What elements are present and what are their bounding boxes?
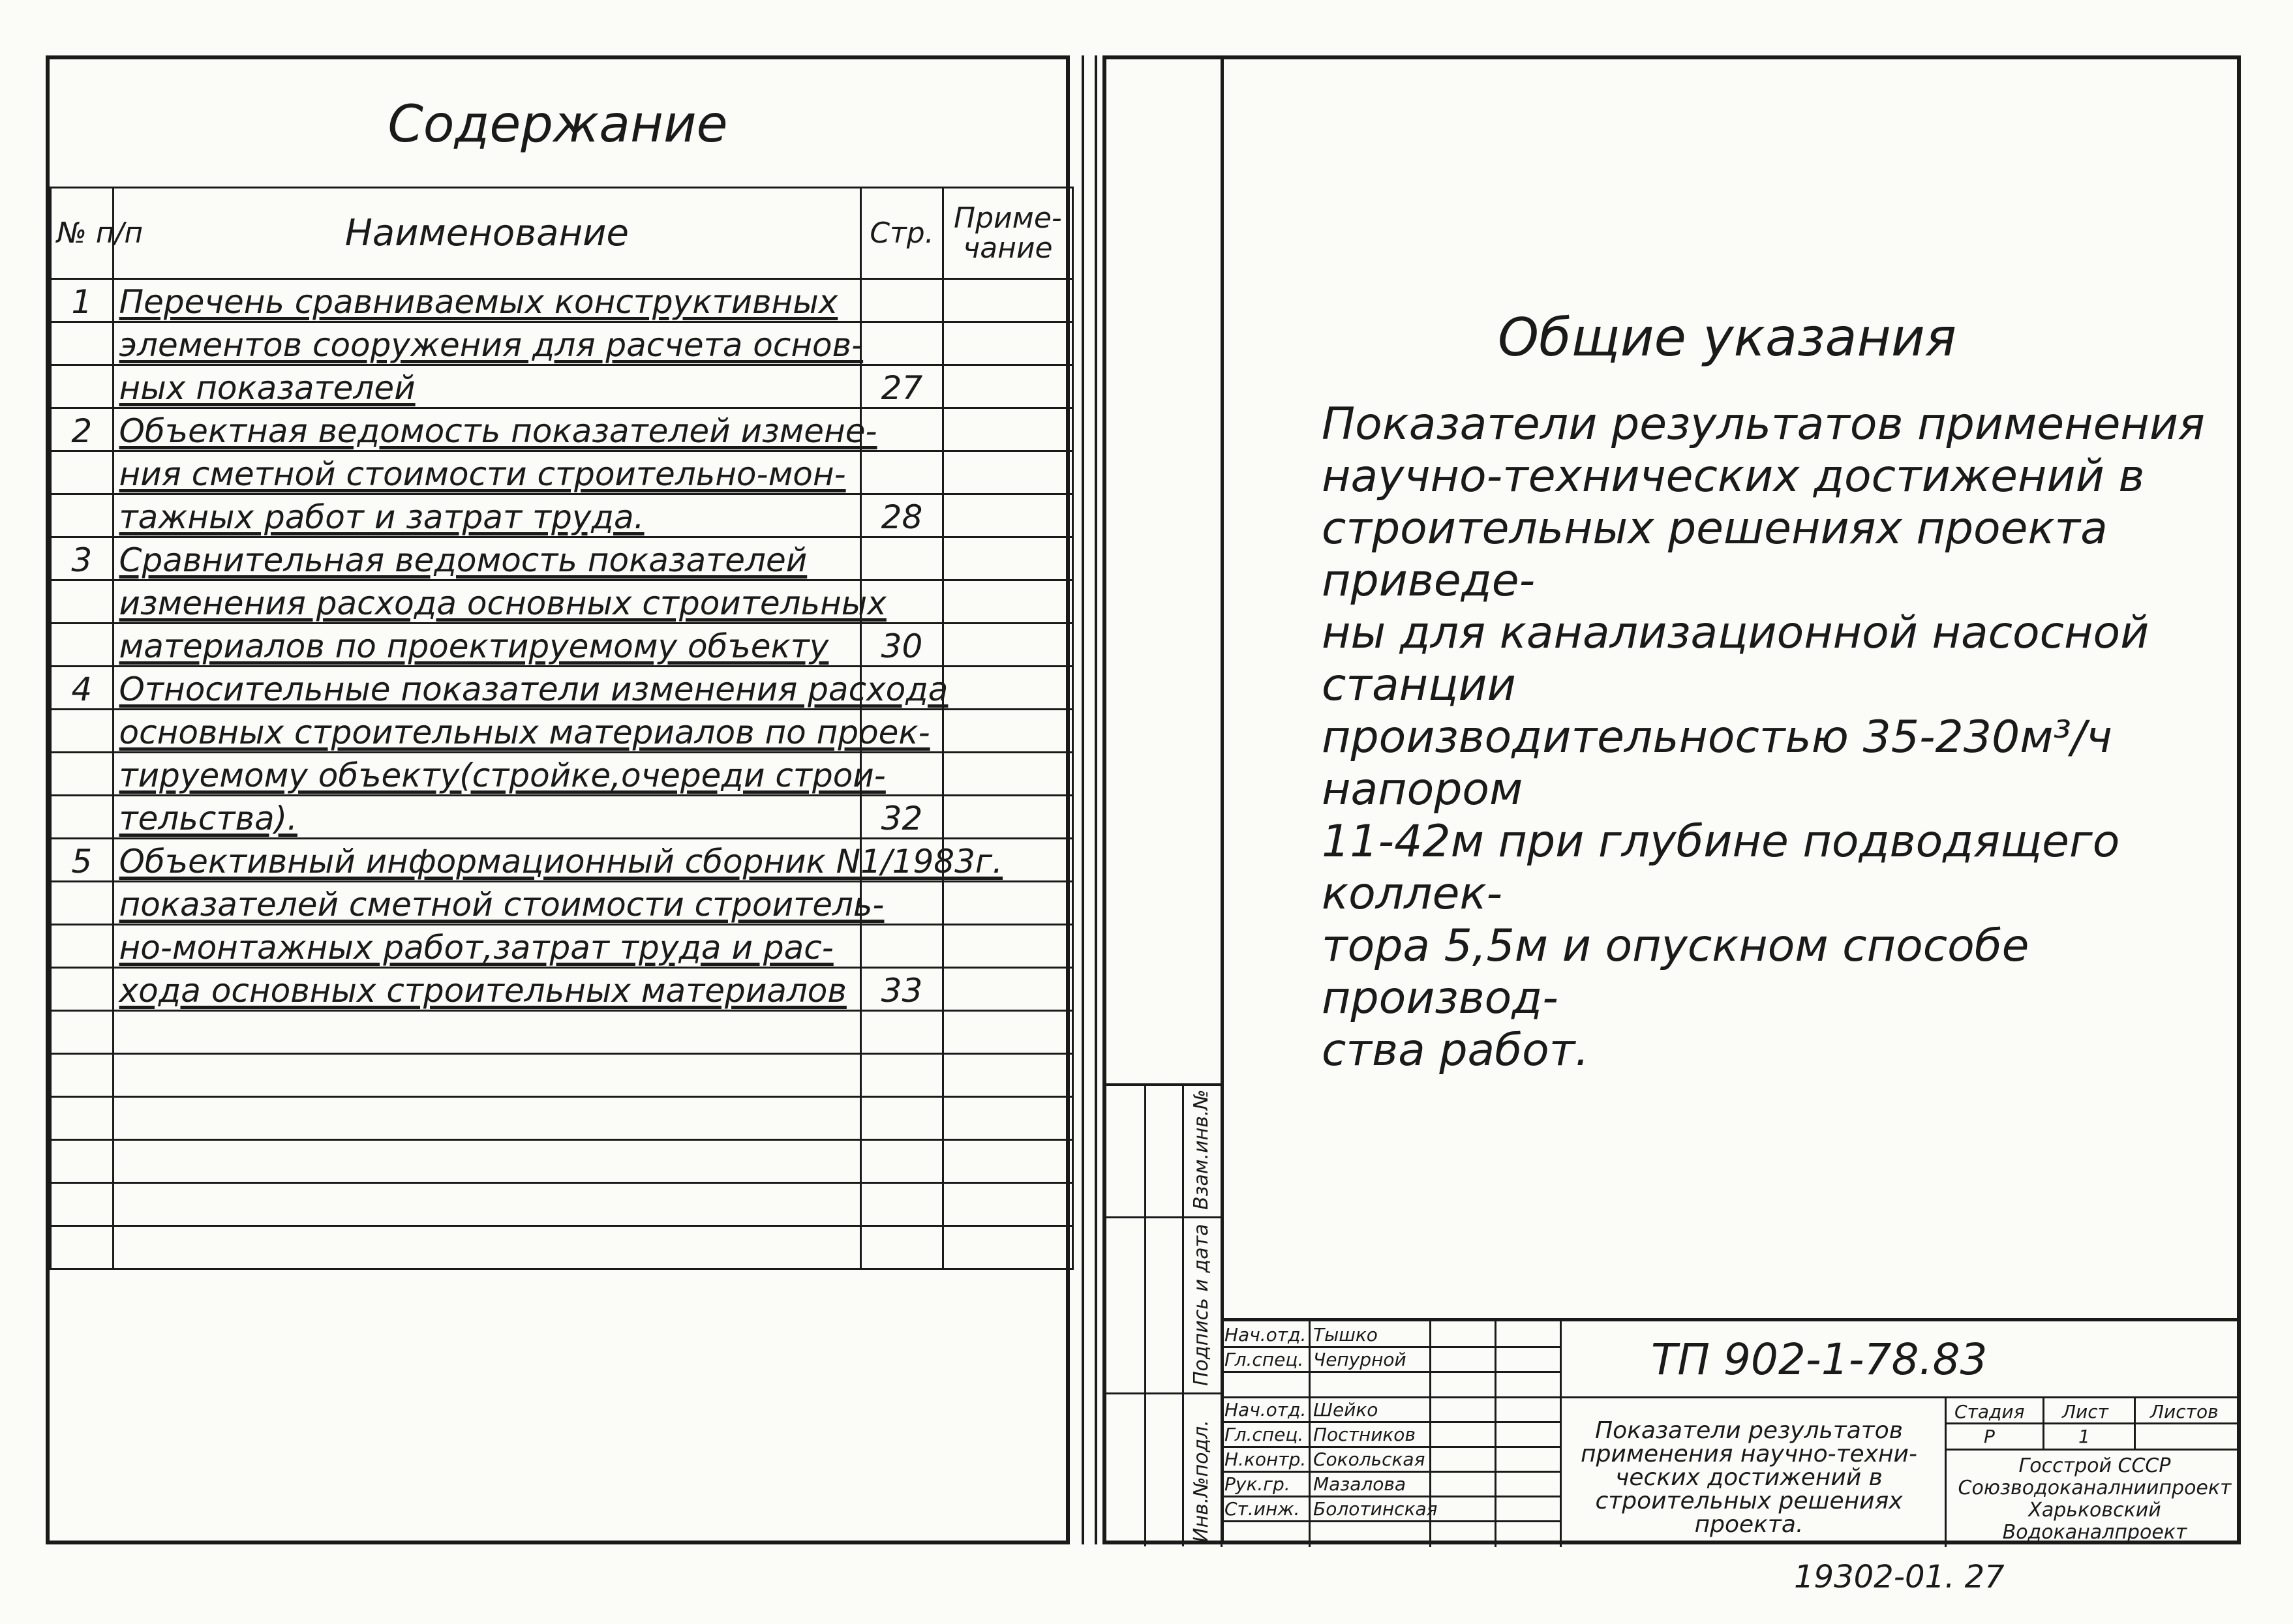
row-number xyxy=(51,322,114,365)
stamp-name: Чепурной xyxy=(1313,1349,1406,1370)
row-title xyxy=(113,1011,861,1054)
stamp-role: Рук.гр. xyxy=(1224,1473,1290,1495)
row-page: 32 xyxy=(861,796,943,839)
contents-table xyxy=(50,187,1074,1270)
row-number: 1 xyxy=(51,279,114,322)
header-num: № п/п xyxy=(51,188,114,279)
table-row xyxy=(51,968,1073,1011)
row-number xyxy=(51,1183,114,1226)
general-instructions-sheet xyxy=(1102,55,2241,1544)
row-number xyxy=(51,1011,114,1054)
row-title: Перечень сравниваемых конструктивных xyxy=(113,279,861,322)
row-page: 27 xyxy=(861,365,943,408)
stamp-name: Шейко xyxy=(1313,1399,1378,1421)
row-page xyxy=(861,1054,943,1097)
row-number xyxy=(51,1054,114,1097)
row-number xyxy=(51,1140,114,1183)
row-title xyxy=(113,1226,861,1269)
row-number xyxy=(51,796,114,839)
row-number xyxy=(51,494,114,537)
stamp-role: Н.контр. xyxy=(1224,1449,1307,1470)
table-row xyxy=(51,624,1073,667)
table-row xyxy=(51,882,1073,925)
organization: Госстрой СССР Союзводоканалниипроект Харьковский Водоканалпроект xyxy=(1958,1454,2232,1544)
document-code: ТП 902-1-78.83 xyxy=(1651,1334,1988,1385)
row-note xyxy=(943,537,1072,580)
row-number xyxy=(51,882,114,925)
table-row xyxy=(51,1011,1073,1054)
row-title: материалов по проектируемому объекту xyxy=(113,624,861,667)
footer-number: 19302-01. 27 xyxy=(1794,1559,2005,1595)
table-row xyxy=(51,580,1073,624)
contents-title: Содержание xyxy=(387,95,728,154)
row-title xyxy=(113,1183,861,1226)
table-row xyxy=(51,1183,1073,1226)
row-title: но-монтажных работ,затрат труда и рас- xyxy=(113,925,861,968)
row-title: Относительные показатели изменения расхода xyxy=(113,667,861,710)
row-note xyxy=(943,1183,1072,1226)
stamp-name: Сокольская xyxy=(1313,1449,1425,1470)
row-note xyxy=(943,1097,1072,1140)
side-label-signature: Подпись и дата xyxy=(1190,1224,1213,1386)
row-note xyxy=(943,494,1072,537)
title-block xyxy=(1221,1318,2241,1547)
row-page: 30 xyxy=(861,624,943,667)
row-note xyxy=(943,710,1072,753)
general-text xyxy=(1322,398,2209,1077)
table-row xyxy=(51,322,1073,365)
table-row xyxy=(51,710,1073,753)
row-title xyxy=(113,1097,861,1140)
row-note xyxy=(943,365,1072,408)
row-note xyxy=(943,667,1072,710)
header-page: Стр. xyxy=(861,188,943,279)
row-page xyxy=(861,1011,943,1054)
row-note xyxy=(943,1054,1072,1097)
row-note xyxy=(943,322,1072,365)
stamp-name: Болотинская xyxy=(1313,1498,1438,1520)
row-page: 28 xyxy=(861,494,943,537)
row-note xyxy=(943,408,1072,451)
row-number xyxy=(51,710,114,753)
table-row xyxy=(51,408,1073,451)
sheet-separator xyxy=(1082,55,1097,1544)
row-title: элементов сооружения для расчета основ- xyxy=(113,322,861,365)
row-title xyxy=(113,1054,861,1097)
stage-value: Р xyxy=(1984,1426,1995,1447)
row-title: основных строительных материалов по проек- xyxy=(113,710,861,753)
row-page xyxy=(861,1097,943,1140)
stamp-name: Тышко xyxy=(1313,1324,1378,1346)
table-row xyxy=(51,365,1073,408)
row-note xyxy=(943,1226,1072,1269)
text-line: производительностью 35-230м³/ч напором xyxy=(1322,712,2112,815)
row-title: тельства). xyxy=(113,796,861,839)
stage-label: Стадия xyxy=(1954,1401,2025,1422)
contents-body xyxy=(51,279,1073,1269)
row-page: 33 xyxy=(861,968,943,1011)
row-note xyxy=(943,882,1072,925)
row-title: ния сметной стоимости строительно-мон- xyxy=(113,451,861,494)
row-page xyxy=(861,1226,943,1269)
row-number xyxy=(51,753,114,796)
row-number: 3 xyxy=(51,537,114,580)
stamp-role: Нач.отд. xyxy=(1224,1324,1307,1346)
text-line: научно-технических достижений в xyxy=(1322,451,2145,502)
row-number xyxy=(51,1097,114,1140)
table-row xyxy=(51,451,1073,494)
row-title: ных показателей xyxy=(113,365,861,408)
row-title: Объективный информационный сборник N1/1983г. xyxy=(113,839,861,882)
row-number: 5 xyxy=(51,839,114,882)
table-row xyxy=(51,1054,1073,1097)
stamp-role: Ст.инж. xyxy=(1224,1498,1300,1520)
table-row xyxy=(51,1226,1073,1269)
row-title: показателей сметной стоимости строитель- xyxy=(113,882,861,925)
stamp-name: Постников xyxy=(1313,1424,1416,1445)
row-number xyxy=(51,968,114,1011)
row-page xyxy=(861,1183,943,1226)
row-note xyxy=(943,451,1072,494)
row-number xyxy=(51,624,114,667)
table-row xyxy=(51,537,1073,580)
row-note xyxy=(943,968,1072,1011)
row-number xyxy=(51,1226,114,1269)
table-row xyxy=(51,839,1073,882)
text-line: 11-42м при глубине подводящего коллек- xyxy=(1322,816,2120,920)
text-line: ства работ. xyxy=(1322,1025,1589,1076)
table-row xyxy=(51,796,1073,839)
row-number xyxy=(51,451,114,494)
text-line: строительных решениях проекта приведе- xyxy=(1322,503,2108,607)
row-title: изменения расхода основных строительных xyxy=(113,580,861,624)
row-note xyxy=(943,753,1072,796)
side-label-replace: Взам.инв.№ xyxy=(1190,1089,1213,1210)
row-title: Объектная ведомость показателей измене- xyxy=(113,408,861,451)
contents-sheet xyxy=(46,55,1070,1544)
row-number xyxy=(51,580,114,624)
row-note xyxy=(943,925,1072,968)
row-title: Сравнительная ведомость показателей xyxy=(113,537,861,580)
row-note xyxy=(943,279,1072,322)
row-note xyxy=(943,796,1072,839)
general-title: Общие указания xyxy=(1498,307,1956,368)
table-row xyxy=(51,494,1073,537)
table-row xyxy=(51,925,1073,968)
table-row xyxy=(51,667,1073,710)
row-title: тируемому объекту(стройке,очереди строи- xyxy=(113,753,861,796)
table-row xyxy=(51,279,1073,322)
row-note xyxy=(943,580,1072,624)
text-line: тора 5,5м и опускном способе производ- xyxy=(1322,920,2029,1024)
row-title: тажных работ и затрат труда. xyxy=(113,494,861,537)
row-page xyxy=(861,451,943,494)
row-page xyxy=(861,925,943,968)
row-title: хода основных строительных материалов xyxy=(113,968,861,1011)
table-row xyxy=(51,1140,1073,1183)
row-number: 4 xyxy=(51,667,114,710)
header-note: Приме- чание xyxy=(943,188,1072,279)
sheet-label: Лист xyxy=(2062,1401,2108,1422)
stamp-role: Нач.отд. xyxy=(1224,1399,1307,1421)
row-page xyxy=(861,537,943,580)
table-row xyxy=(51,1097,1073,1140)
row-note xyxy=(943,1140,1072,1183)
row-title xyxy=(113,1140,861,1183)
row-number: 2 xyxy=(51,408,114,451)
row-note xyxy=(943,1011,1072,1054)
row-note xyxy=(943,624,1072,667)
header-name: Наименование xyxy=(113,188,861,279)
row-page xyxy=(861,322,943,365)
sheet-value: 1 xyxy=(2078,1426,2090,1447)
side-stamp xyxy=(1106,1083,1221,1546)
row-page xyxy=(861,279,943,322)
stamp-name: Мазалова xyxy=(1313,1473,1406,1495)
table-header-row xyxy=(51,188,1073,279)
stamp-role: Гл.спец. xyxy=(1224,1349,1304,1370)
row-page xyxy=(861,1140,943,1183)
text-line: Показатели результатов применения xyxy=(1322,398,2205,450)
row-number xyxy=(51,925,114,968)
side-label-inventory: Инв.№подл. xyxy=(1190,1420,1213,1542)
text-line: ны для канализационной насосной станции xyxy=(1322,607,2149,711)
table-row xyxy=(51,753,1073,796)
document-description: Показатели результатов применения научно-техни- ческих достижений в строительных решениях проекта. xyxy=(1581,1417,1917,1538)
stamp-role: Гл.спец. xyxy=(1224,1424,1304,1445)
sheets-label: Листов xyxy=(2150,1401,2219,1422)
row-number xyxy=(51,365,114,408)
